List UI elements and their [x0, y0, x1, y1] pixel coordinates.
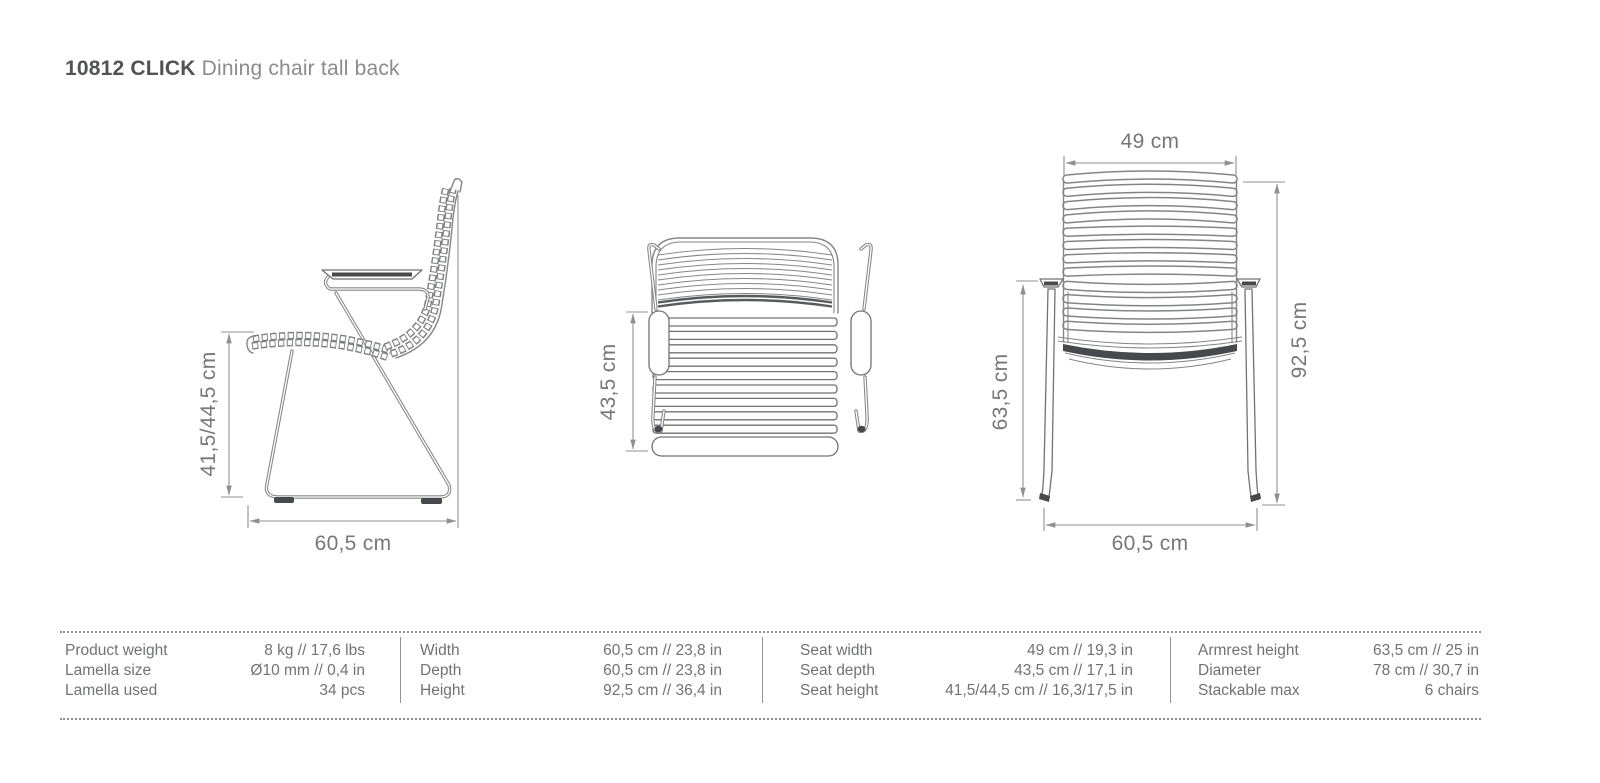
table-divider: [1170, 637, 1171, 703]
spec-row: [800, 641, 1133, 661]
spec-row: [65, 641, 365, 661]
spec-group-general: [60, 641, 400, 718]
top-dimension-lines: [626, 312, 648, 451]
front-chair-outline: [1039, 175, 1261, 502]
dim-label-seat-height: 41,5/44,5 cm: [197, 351, 220, 477]
dim-label-seat-depth: 43,5 cm: [597, 343, 620, 421]
spec-value: 43,5 cm // 17,1 in: [1014, 662, 1133, 679]
top-chair-outline: [649, 238, 871, 456]
spec-label: Lamella used: [65, 682, 158, 699]
table-divider: [762, 637, 763, 703]
spec-group-seat: [762, 641, 1170, 718]
page-title: [65, 57, 400, 81]
spec-label: Lamella size: [65, 662, 152, 679]
spec-value: 92,5 cm // 36,4 in: [603, 682, 722, 699]
spec-label: Height: [420, 682, 465, 699]
spec-value: Ø10 mm // 0,4 in: [250, 662, 365, 679]
dim-label-back-width: 49 cm: [1120, 130, 1180, 153]
spec-group-dimensions: [400, 641, 762, 718]
spec-label: Armrest height: [1198, 642, 1299, 659]
spec-row: [800, 681, 1133, 701]
spec-label: Depth: [420, 662, 462, 679]
side-chair-outline: [247, 179, 462, 504]
spec-value: 78 cm // 30,7 in: [1373, 662, 1479, 679]
spec-value: 49 cm // 19,3 in: [1027, 642, 1133, 659]
spec-row: [65, 661, 365, 681]
spec-row: [800, 661, 1133, 681]
dim-label-front-width: 60,5 cm: [1111, 532, 1189, 555]
spec-row: [1198, 661, 1479, 681]
dim-label-total-height: 92,5 cm: [1288, 301, 1311, 379]
top-armrest-pad-right: [851, 311, 871, 375]
spec-table: [60, 631, 1481, 720]
spec-row: [1198, 681, 1479, 701]
spec-row: [420, 681, 722, 701]
spec-label: Stackable max: [1198, 682, 1300, 699]
product-code: 10812 CLICK: [65, 57, 196, 80]
spec-value: 8 kg // 17,6 lbs: [264, 642, 365, 659]
spec-group-misc: [1170, 641, 1481, 718]
top-armrest-pad-left: [649, 311, 669, 375]
spec-label: Seat depth: [800, 662, 875, 679]
dim-label-side-width: 60,5 cm: [314, 532, 392, 555]
spec-value: 6 chairs: [1424, 682, 1479, 699]
spec-row: [1198, 641, 1479, 661]
spec-value: 60,5 cm // 23,8 in: [603, 642, 722, 659]
spec-row: [65, 681, 365, 701]
spec-label: Seat width: [800, 642, 873, 659]
spec-label: Width: [420, 642, 460, 659]
spec-label: Diameter: [1198, 662, 1261, 679]
table-divider: [400, 637, 401, 703]
spec-value: 34 pcs: [319, 682, 365, 699]
front-view-drawing: [985, 128, 1320, 560]
side-dimension-lines: [221, 195, 458, 528]
spec-row: [420, 641, 722, 661]
dim-label-armrest-height: 63,5 cm: [989, 353, 1012, 431]
spec-label: Seat height: [800, 682, 879, 699]
spec-value: 60,5 cm // 23,8 in: [603, 662, 722, 679]
spec-value: 41,5/44,5 cm // 16,3/17,5 in: [945, 682, 1133, 699]
spec-label: Product weight: [65, 642, 168, 659]
product-description: Dining chair tall back: [201, 57, 400, 80]
side-view-drawing: [185, 150, 485, 560]
spec-row: [420, 661, 722, 681]
top-view-drawing: [590, 225, 890, 470]
spec-value: 63,5 cm // 25 in: [1373, 642, 1479, 659]
